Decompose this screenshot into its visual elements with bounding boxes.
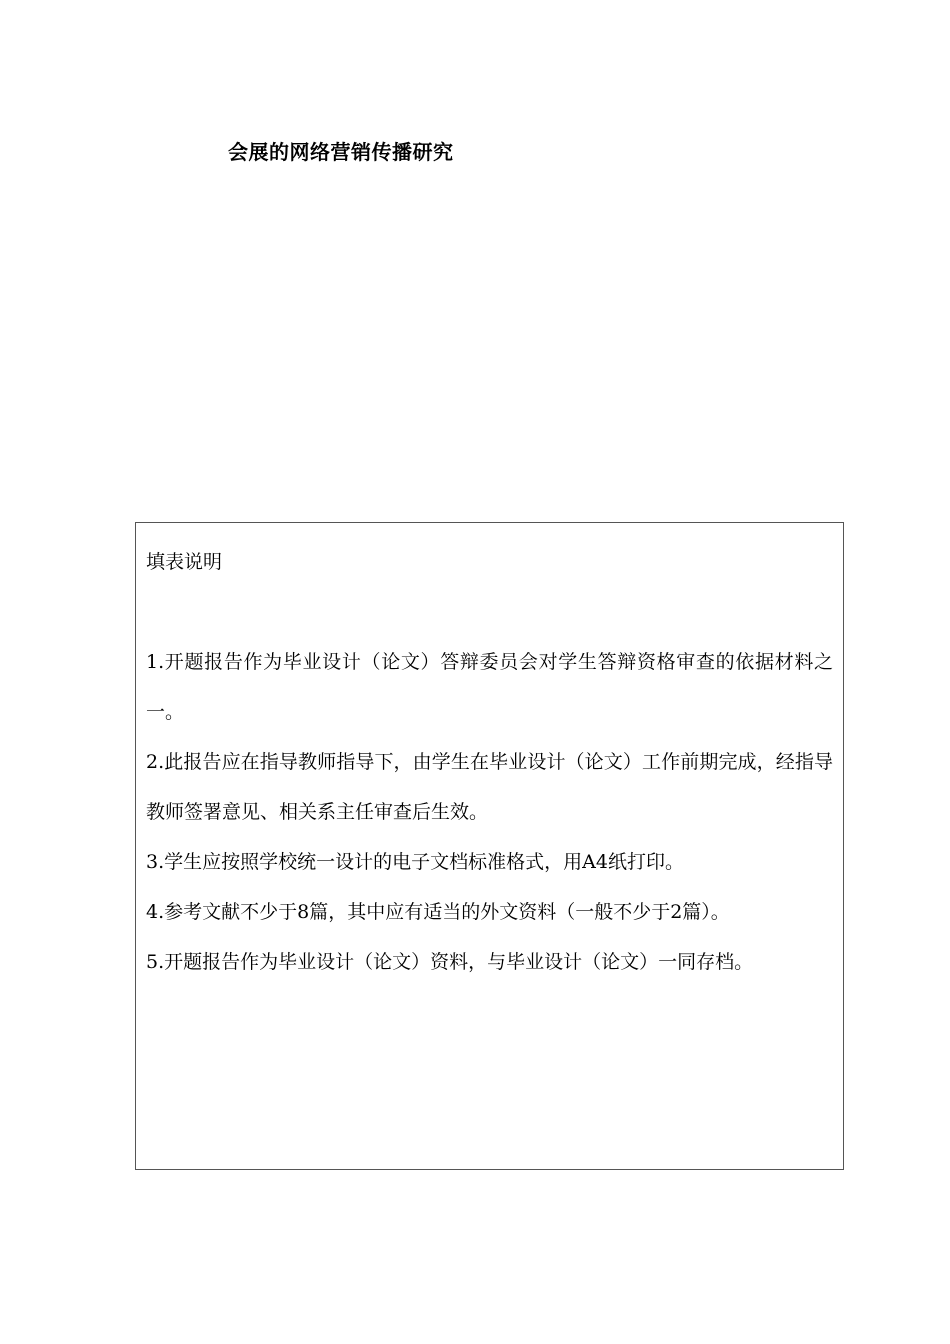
instructions-box — [135, 522, 844, 1170]
instruction-item-4: 4.参考文献不少于8篇，其中应有适当的外文资料（一般不少于2篇）。 — [146, 901, 730, 923]
instruction-item-5: 5.开题报告作为毕业设计（论文）资料，与毕业设计（论文）一同存档。 — [146, 951, 754, 973]
instructions-heading: 填表说明 — [146, 551, 223, 573]
instruction-item-2: 2.此报告应在指导教师指导下，由学生在毕业设计（论文）工作前期完成，经指导教师签署意见、相关系主任审查后生效。 — [146, 751, 833, 823]
document-title: 会展的网络营销传播研究 — [228, 140, 454, 164]
instruction-item-3: 3.学生应按照学校统一设计的电子文档标准格式，用A4纸打印。 — [146, 851, 684, 873]
instruction-item-1: 1.开题报告作为毕业设计（论文）答辩委员会对学生答辩资格审查的依据材料之一。 — [146, 651, 833, 723]
